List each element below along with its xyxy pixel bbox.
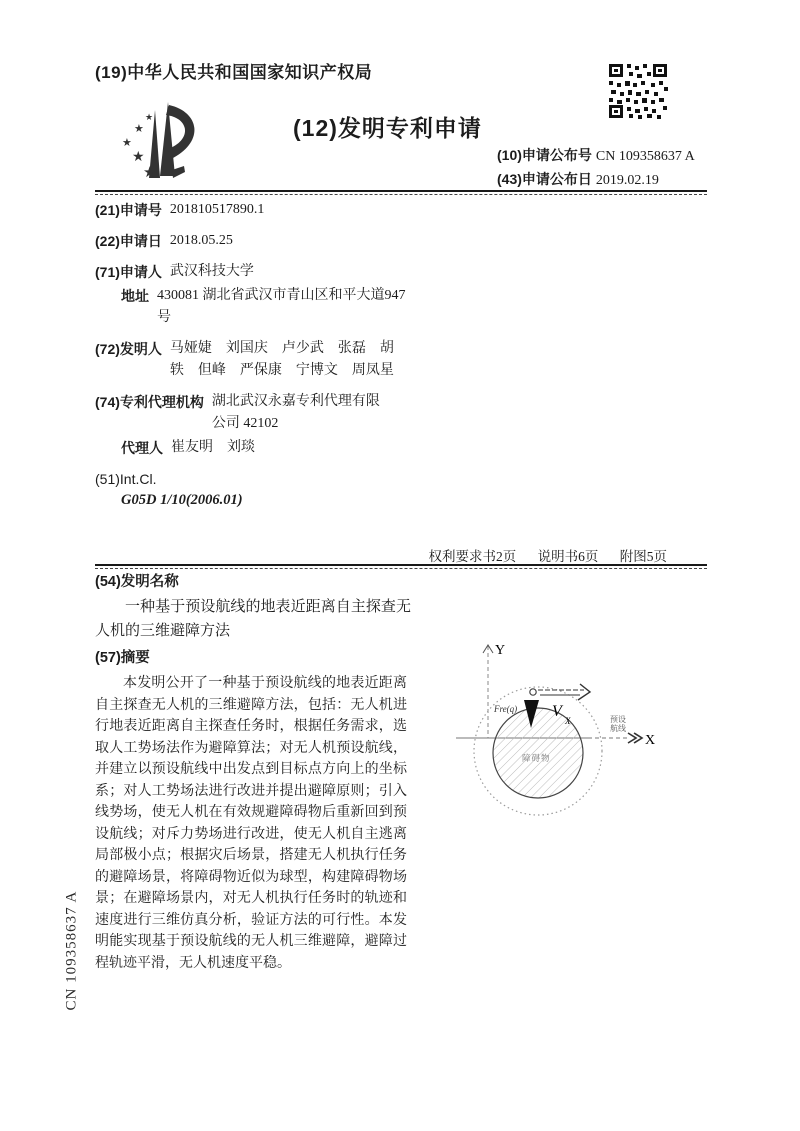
publication-number-line: [497, 144, 695, 168]
pub-date-label: (43)申请公布日: [497, 171, 592, 187]
applicant-label: (71)申请人: [95, 264, 162, 280]
app-number-value: 201810517890.1: [169, 202, 265, 217]
agency-row: [95, 391, 435, 435]
force-label: Fre(q): [494, 704, 518, 714]
svg-text:★: ★: [132, 150, 145, 165]
abstract-figure: [448, 634, 720, 842]
mid-divider: [95, 564, 707, 569]
svg-text:★: ★: [145, 112, 154, 122]
route-label-line1: 预设: [610, 715, 626, 724]
uav-point: [530, 689, 536, 695]
page-counts-row: [95, 545, 667, 565]
x-axis-label: X: [645, 733, 656, 748]
abstract-text: 本发明公开了一种基于预设航线的地表近距离自主探查无人机的三维避障方法，包括：无人机进行地表近距离自主探查任务时，根据任务需求，选取人工势场法作为避障算法；对无人机预设航线，并建立以预设航线中出发点到目标点方向上的坐标系；对人工势场法进行改进并提出避障原则；引入线势场，使无人机在有效规避障碍物后重新回到预设航线；对斥力势场进行改进，使无人机自主逃离局部极小点；根据灾后场景，搭建无人机执行任务的避障场景，将障碍物近似为球型，构建障碍物场景；在避障场景内，对无人机执行任务时的轨迹和速度进行三维仿真分析，验证方法的可行性。本发明能实现基于预设航线的无人机三维避障，避障过程轨迹平滑，无人机速度平稳。: [95, 676, 407, 971]
qr-code-icon: [607, 62, 669, 120]
title-section-label: (54)发明名称: [95, 574, 179, 590]
header-divider: [95, 190, 707, 195]
side-publication-code: CN 109358637 A: [63, 890, 80, 1011]
publication-block: [497, 144, 695, 192]
svg-text:★: ★: [143, 165, 157, 181]
svg-text:★: ★: [134, 123, 144, 135]
address-value: 430081 湖北省武汉市青山区和平大道947号: [157, 288, 406, 325]
cnipa-logo-icon: [112, 98, 214, 186]
agent-row: [121, 437, 435, 459]
svg-text:★: ★: [122, 137, 132, 149]
x-axis-arrow-icon: [628, 733, 636, 743]
app-date-value: 2018.05.25: [169, 233, 233, 248]
velocity-arrowhead-icon: [578, 684, 590, 700]
pub-date-value: 2019.02.19: [595, 173, 659, 188]
document-type-title: (12)发明专利申请: [293, 115, 482, 141]
abstract-section-label: (57)摘要: [95, 650, 150, 666]
intcl-value: G05D 1/10(2006.01): [121, 492, 243, 508]
claims-pages: 权利要求书2页: [428, 549, 517, 564]
application-date-row: [95, 230, 435, 252]
applicant-value: 武汉科技大学: [169, 264, 254, 279]
publication-date-line: [497, 168, 695, 192]
velocity-subscript: X: [565, 716, 571, 726]
agent-label: 代理人: [121, 440, 163, 456]
inventors-label: (72)发明人: [95, 341, 162, 357]
intcl-label: (51)Int.Cl.: [95, 471, 157, 487]
applicant-row: [95, 261, 435, 283]
title-abstract-section: [95, 571, 417, 974]
issuing-office: (19)中华人民共和国国家知识产权局: [95, 63, 373, 82]
inventors-value: 马娅婕 刘国庆 卢少武 张磊 胡轶 但峰 严保康 宁博文 周凤星: [169, 341, 394, 378]
velocity-label: V: [552, 703, 562, 720]
agency-label: (74)专利代理机构: [95, 394, 204, 410]
route-label-line2: 航线: [610, 724, 626, 733]
inventors-row: [95, 338, 435, 382]
app-date-label: (22)申请日: [95, 233, 162, 249]
bibliographic-section: [95, 199, 435, 509]
description-pages: 说明书6页: [537, 549, 599, 564]
address-label: 地址: [121, 288, 149, 304]
address-row: [121, 285, 435, 329]
pub-number-label: (10)申请公布号: [497, 147, 592, 163]
figures-pages: 附图5页: [619, 549, 667, 564]
application-number-row: [95, 199, 435, 221]
y-axis-label: Y: [495, 643, 506, 658]
obstacle-label: 障碍物: [522, 753, 551, 763]
intcl-row: [95, 468, 435, 490]
pub-number-value: CN 109358637 A: [595, 149, 695, 164]
app-number-label: (21)申请号: [95, 202, 162, 218]
invention-title: 一种基于预设航线的地表近距离自主探查无人机的三维避障方法: [95, 599, 411, 639]
agent-value: 崔友明 刘琰: [171, 440, 255, 455]
agency-value: 湖北武汉永嘉专利代理有限公司 42102: [211, 394, 380, 431]
